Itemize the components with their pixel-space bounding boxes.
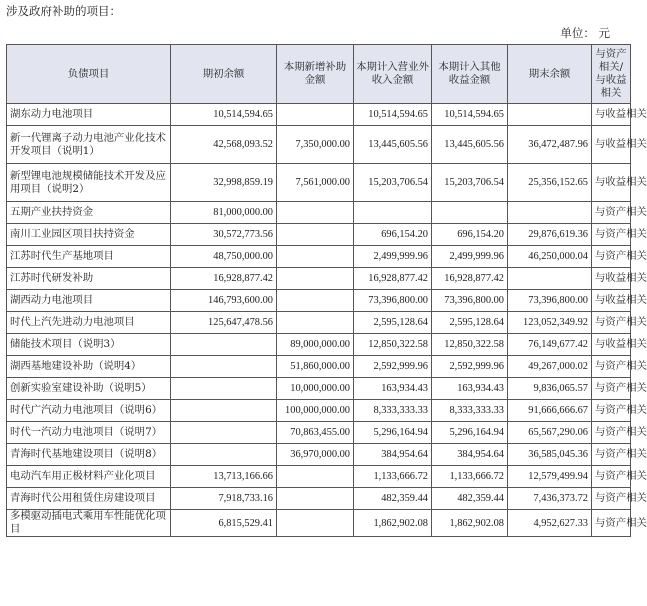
- cell-opening-balance: 13,713,166.66: [171, 466, 277, 488]
- cell-closing-balance: [508, 268, 592, 290]
- cell-opening-balance: 42,568,093.52: [171, 126, 277, 164]
- table-row: [7, 104, 631, 126]
- cell-non-operating-income: 8,333,333.33: [354, 400, 432, 422]
- col-header-closing: 期末余额: [508, 45, 592, 104]
- cell-other-income: 163,934.43: [432, 378, 508, 400]
- table-row: [7, 290, 631, 312]
- table-row: [7, 164, 631, 202]
- table-row: [7, 356, 631, 378]
- cell-closing-balance: 49,267,000.02: [508, 356, 592, 378]
- cell-item-name: 南川工业园区项目扶持资金: [7, 224, 171, 246]
- col-header-non-operating: 本期计入营业外收入金额: [354, 45, 432, 104]
- cell-relation: 与收益相关: [592, 268, 631, 290]
- cell-item-name: 江苏时代研发补助: [7, 268, 171, 290]
- cell-relation: 与收益相关: [592, 334, 631, 356]
- col-header-opening: 期初余额: [171, 45, 277, 104]
- cell-relation: 与资产相关: [592, 422, 631, 444]
- cell-non-operating-income: 16,928,877.42: [354, 268, 432, 290]
- unit-label: 单位： 元: [560, 26, 610, 40]
- cell-item-name: 多模驱动插电式乘用车性能优化项目: [7, 510, 171, 537]
- cell-opening-balance: 7,918,733.16: [171, 488, 277, 510]
- cell-item-name: 江苏时代生产基地项目: [7, 246, 171, 268]
- cell-other-income: 12,850,322.58: [432, 334, 508, 356]
- cell-closing-balance: 4,952,627.33: [508, 510, 592, 537]
- cell-relation: 与资产相关: [592, 246, 631, 268]
- cell-non-operating-income: 73,396,800.00: [354, 290, 432, 312]
- cell-closing-balance: 46,250,000.04: [508, 246, 592, 268]
- cell-other-income: 696,154.20: [432, 224, 508, 246]
- cell-closing-balance: 91,666,666.67: [508, 400, 592, 422]
- cell-relation: 与资产相关: [592, 356, 631, 378]
- cell-opening-balance: 48,750,000.00: [171, 246, 277, 268]
- intro-text: 涉及政府补助的项目：: [6, 4, 121, 18]
- cell-closing-balance: 9,836,065.57: [508, 378, 592, 400]
- cell-opening-balance: 146,793,600.00: [171, 290, 277, 312]
- cell-added-subsidy: 70,863,455.00: [277, 422, 354, 444]
- cell-added-subsidy: 100,000,000.00: [277, 400, 354, 422]
- table-row: [7, 126, 631, 164]
- cell-item-name: 青海时代基地建设项目（说明8）: [7, 444, 171, 466]
- cell-other-income: 13,445,605.56: [432, 126, 508, 164]
- cell-other-income: 15,203,706.54: [432, 164, 508, 202]
- cell-added-subsidy: [277, 488, 354, 510]
- cell-opening-balance: [171, 378, 277, 400]
- cell-closing-balance: 7,436,373.72: [508, 488, 592, 510]
- cell-added-subsidy: [277, 510, 354, 537]
- cell-other-income: 8,333,333.33: [432, 400, 508, 422]
- cell-closing-balance: [508, 202, 592, 224]
- cell-relation: 与资产相关: [592, 444, 631, 466]
- cell-item-name: 湖东动力电池项目: [7, 104, 171, 126]
- header-row: [7, 45, 631, 104]
- table-row: [7, 246, 631, 268]
- cell-closing-balance: 36,585,045.36: [508, 444, 592, 466]
- cell-closing-balance: 65,567,290.06: [508, 422, 592, 444]
- cell-added-subsidy: [277, 246, 354, 268]
- cell-added-subsidy: [277, 312, 354, 334]
- cell-non-operating-income: 12,850,322.58: [354, 334, 432, 356]
- cell-opening-balance: 6,815,529.41: [171, 510, 277, 537]
- cell-relation: 与资产相关: [592, 224, 631, 246]
- cell-other-income: 1,862,902.08: [432, 510, 508, 537]
- cell-non-operating-income: 10,514,594.65: [354, 104, 432, 126]
- table-row: [7, 334, 631, 356]
- cell-non-operating-income: 2,592,999.96: [354, 356, 432, 378]
- cell-relation: 与资产相关: [592, 466, 631, 488]
- cell-non-operating-income: 384,954.64: [354, 444, 432, 466]
- cell-item-name: 湖西基地建设补助（说明4）: [7, 356, 171, 378]
- table-row: [7, 378, 631, 400]
- table-row: [7, 268, 631, 290]
- cell-other-income: 1,133,666.72: [432, 466, 508, 488]
- cell-added-subsidy: [277, 466, 354, 488]
- cell-added-subsidy: [277, 104, 354, 126]
- cell-other-income: 5,296,164.94: [432, 422, 508, 444]
- cell-relation: 与资产相关: [592, 400, 631, 422]
- cell-closing-balance: 73,396,800.00: [508, 290, 592, 312]
- cell-relation: 与资产相关: [592, 312, 631, 334]
- table-row: [7, 444, 631, 466]
- cell-closing-balance: 36,472,487.96: [508, 126, 592, 164]
- col-header-other-income: 本期计入其他收益金额: [432, 45, 508, 104]
- cell-non-operating-income: [354, 202, 432, 224]
- cell-item-name: 时代上汽先进动力电池项目: [7, 312, 171, 334]
- cell-added-subsidy: [277, 224, 354, 246]
- cell-other-income: 2,592,999.96: [432, 356, 508, 378]
- subsidy-table: [6, 44, 647, 537]
- cell-item-name: 时代一汽动力电池项目（说明7）: [7, 422, 171, 444]
- cell-non-operating-income: 2,499,999.96: [354, 246, 432, 268]
- cell-added-subsidy: 36,970,000.00: [277, 444, 354, 466]
- cell-other-income: 2,595,128.64: [432, 312, 508, 334]
- cell-other-income: 2,499,999.96: [432, 246, 508, 268]
- cell-closing-balance: 29,876,619.36: [508, 224, 592, 246]
- cell-relation: 与收益相关: [592, 164, 631, 202]
- cell-closing-balance: 12,579,499.94: [508, 466, 592, 488]
- cell-other-income: 16,928,877.42: [432, 268, 508, 290]
- cell-non-operating-income: 15,203,706.54: [354, 164, 432, 202]
- cell-added-subsidy: [277, 268, 354, 290]
- cell-item-name: 时代广汽动力电池项目（说明6）: [7, 400, 171, 422]
- col-header-added: 本期新增补助金额: [277, 45, 354, 104]
- cell-other-income: [432, 202, 508, 224]
- cell-non-operating-income: 1,862,902.08: [354, 510, 432, 537]
- cell-non-operating-income: 5,296,164.94: [354, 422, 432, 444]
- cell-opening-balance: [171, 334, 277, 356]
- cell-opening-balance: 16,928,877.42: [171, 268, 277, 290]
- cell-item-name: 青海时代公用租赁住房建设项目: [7, 488, 171, 510]
- cell-closing-balance: 76,149,677.42: [508, 334, 592, 356]
- cell-opening-balance: 125,647,478.56: [171, 312, 277, 334]
- cell-item-name: 储能技术项目（说明3）: [7, 334, 171, 356]
- cell-opening-balance: [171, 422, 277, 444]
- cell-opening-balance: 81,000,000.00: [171, 202, 277, 224]
- cell-other-income: 10,514,594.65: [432, 104, 508, 126]
- cell-non-operating-income: 482,359.44: [354, 488, 432, 510]
- table-row: [7, 312, 631, 334]
- cell-item-name: 创新实验室建设补助（说明5）: [7, 378, 171, 400]
- cell-non-operating-income: 13,445,605.56: [354, 126, 432, 164]
- cell-opening-balance: [171, 444, 277, 466]
- cell-added-subsidy: 89,000,000.00: [277, 334, 354, 356]
- col-header-item: 负债项目: [7, 45, 171, 104]
- cell-non-operating-income: 2,595,128.64: [354, 312, 432, 334]
- cell-relation: 与资产相关: [592, 378, 631, 400]
- cell-added-subsidy: [277, 202, 354, 224]
- cell-added-subsidy: [277, 290, 354, 312]
- table-body: [7, 104, 647, 537]
- cell-opening-balance: 30,572,773.56: [171, 224, 277, 246]
- cell-other-income: 482,359.44: [432, 488, 508, 510]
- cell-added-subsidy: 10,000,000.00: [277, 378, 354, 400]
- table-row: [7, 224, 631, 246]
- cell-item-name: 湖西动力电池项目: [7, 290, 171, 312]
- cell-non-operating-income: 163,934.43: [354, 378, 432, 400]
- cell-added-subsidy: 51,860,000.00: [277, 356, 354, 378]
- cell-added-subsidy: 7,350,000.00: [277, 126, 354, 164]
- cell-relation: 与资产相关: [592, 488, 631, 510]
- cell-opening-balance: 10,514,594.65: [171, 104, 277, 126]
- table-row: [7, 422, 631, 444]
- cell-closing-balance: 123,052,349.92: [508, 312, 592, 334]
- cell-added-subsidy: 7,561,000.00: [277, 164, 354, 202]
- cell-item-name: 新一代锂离子动力电池产业化技术开发项目（说明1）: [7, 126, 171, 164]
- cell-relation: 与资产相关: [592, 202, 631, 224]
- cell-other-income: 384,954.64: [432, 444, 508, 466]
- table-row: [7, 202, 631, 224]
- cell-opening-balance: [171, 400, 277, 422]
- cell-opening-balance: [171, 356, 277, 378]
- cell-other-income: 73,396,800.00: [432, 290, 508, 312]
- cell-item-name: 新型锂电池规模储能技术开发及应用项目（说明2）: [7, 164, 171, 202]
- table-row: [7, 488, 631, 510]
- cell-item-name: 五期产业扶持资金: [7, 202, 171, 224]
- col-header-relation: 与资产相关/与收益相关: [592, 45, 631, 104]
- cell-relation: 与资产相关: [592, 510, 631, 537]
- cell-relation: 与收益相关: [592, 290, 631, 312]
- cell-non-operating-income: 696,154.20: [354, 224, 432, 246]
- cell-opening-balance: 32,998,859.19: [171, 164, 277, 202]
- cell-relation: 与收益相关: [592, 126, 631, 164]
- table-row: [7, 510, 631, 537]
- cell-item-name: 电动汽车用正极材料产业化项目: [7, 466, 171, 488]
- cell-non-operating-income: 1,133,666.72: [354, 466, 432, 488]
- table-row: [7, 466, 631, 488]
- cell-relation: 与收益相关: [592, 104, 631, 126]
- cell-closing-balance: [508, 104, 592, 126]
- cell-closing-balance: 25,356,152.65: [508, 164, 592, 202]
- table-row: [7, 400, 631, 422]
